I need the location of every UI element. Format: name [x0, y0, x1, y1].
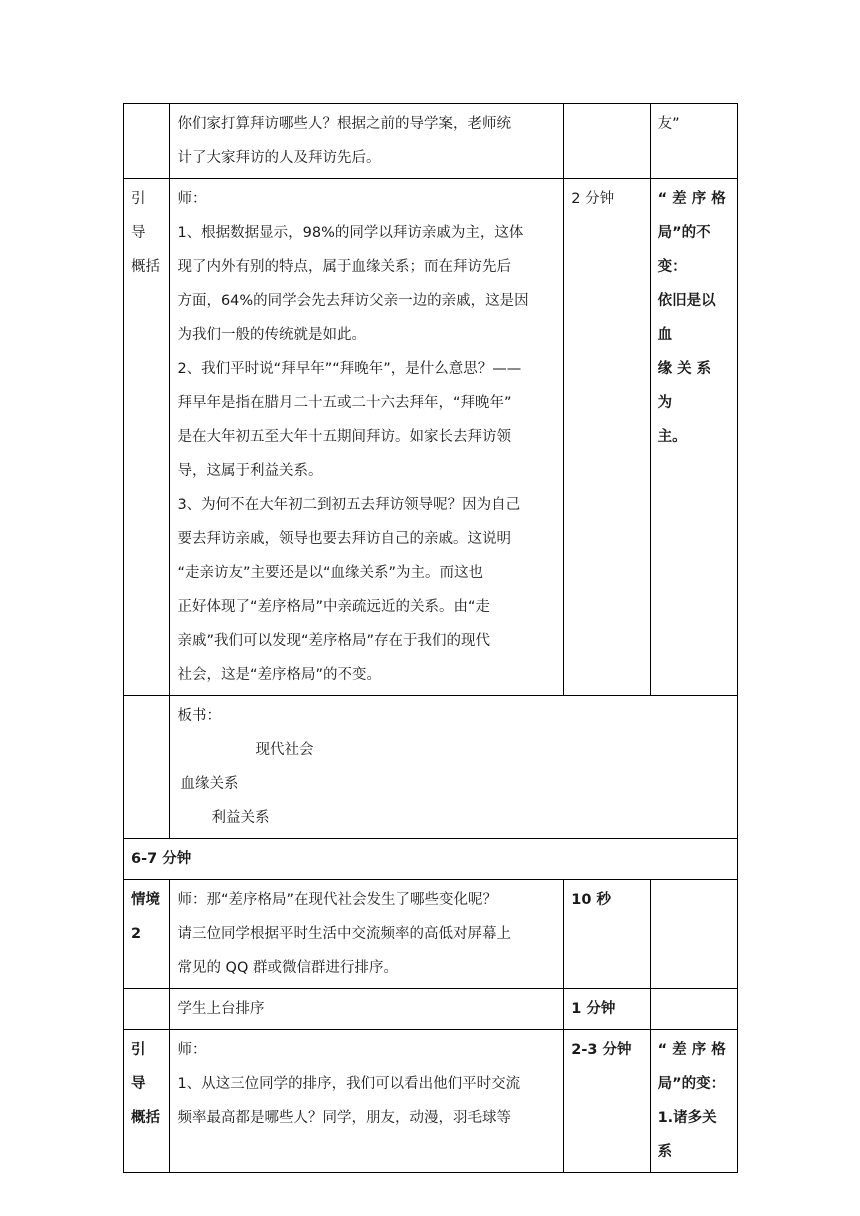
note-line: 局”的不变：	[657, 225, 711, 275]
content-cell	[170, 1030, 564, 1173]
text-line: 频率最高都是哪些人？同学，朋友，动漫，羽毛球等	[177, 1110, 511, 1126]
text-line: 师：	[177, 1042, 207, 1058]
note-line: 依旧是以血	[657, 293, 716, 343]
time-cell	[564, 1030, 650, 1173]
label-cell	[124, 696, 170, 839]
table-row	[124, 1030, 738, 1173]
table-row	[124, 880, 738, 989]
lesson-plan-table	[123, 103, 738, 1173]
label-cell	[124, 179, 170, 696]
text-line: 拜早年是指在腊月二十五或二十六去拜年，“拜晚年”	[177, 395, 512, 411]
text-line: 正好体现了“差序格局”中亲疏远近的关系。由“走	[177, 599, 490, 615]
text-line: 现了内外有别的特点，属于血缘关系；而在拜访先后	[177, 259, 511, 275]
time-cell	[564, 104, 650, 179]
text-line: 2、我们平时说“拜早年”“拜晚年”，是什么意思？——	[177, 361, 522, 377]
note-cell	[650, 989, 737, 1030]
section-title: 6-7 分钟	[131, 851, 192, 867]
note-line: “ 差 序 格	[657, 1042, 726, 1058]
text-line: 社会，这是“差序格局”的不变。	[177, 667, 381, 683]
board-item: 利益关系	[211, 810, 270, 826]
text-line: 师：那“差序格局”在现代社会发生了哪些变化呢？	[177, 892, 497, 908]
content-cell	[170, 880, 564, 989]
note-cell	[650, 880, 737, 989]
label-line: 概括	[131, 1110, 160, 1126]
text-line: 1、从这三位同学的排序，我们可以看出他们平时交流	[177, 1076, 521, 1092]
time-cell	[564, 989, 650, 1030]
board-item: 现代社会	[255, 742, 314, 758]
text-line: 你们家打算拜访哪些人？根据之前的导学案，老师统	[177, 116, 511, 132]
note-line: 主。	[657, 429, 687, 445]
note-line: “ 差 序 格	[657, 191, 726, 207]
board-item: 血缘关系	[180, 776, 239, 792]
text-line: 为我们一般的传统就是如此。	[177, 327, 366, 343]
text-line: 要去拜访亲戚，领导也要去拜访自己的亲戚。这说明	[177, 531, 511, 547]
label-cell	[124, 1030, 170, 1173]
text-line: 亲戚”我们可以发现“差序格局”存在于我们的现代	[177, 633, 490, 649]
note-cell	[650, 1030, 737, 1173]
content-cell	[170, 989, 564, 1030]
text-line: 方面，64%的同学会先去拜访父亲一边的亲戚，这是因	[177, 293, 529, 309]
text-line: 导，这属于利益关系。	[177, 463, 323, 479]
text-line: 1、根据数据显示，98%的同学以拜访亲戚为主，这体	[177, 225, 524, 241]
note-cell	[650, 104, 737, 179]
time-text: 2-3 分钟	[571, 1042, 632, 1058]
table-row	[124, 179, 738, 696]
text-line: 计了大家拜访的人及拜访先后。	[177, 150, 381, 166]
note-line: 友”	[657, 116, 680, 132]
note-line: 1.诸多关系	[657, 1110, 717, 1160]
table-row	[124, 839, 738, 880]
table-row	[124, 104, 738, 179]
label-cell	[124, 880, 170, 989]
time-text: 10 秒	[571, 892, 612, 908]
text-line: 师：	[177, 191, 207, 207]
time-text: 1 分钟	[571, 1001, 616, 1017]
label-line: 引 导	[131, 191, 146, 241]
label-cell	[124, 989, 170, 1030]
text-line: “走亲访友”主要还是以“血缘关系”为主。而这也	[177, 565, 483, 581]
board-cell	[170, 696, 738, 839]
content-cell	[170, 179, 564, 696]
label-cell	[124, 104, 170, 179]
label-line: 情境 2	[131, 892, 160, 942]
text-line: 常见的 QQ 群或微信群进行排序。	[177, 960, 398, 976]
content-cell	[170, 104, 564, 179]
time-cell	[564, 179, 650, 696]
board-title: 板书：	[177, 708, 221, 724]
text-line: 3、为何不在大年初二到初五去拜访领导呢？因为自己	[177, 497, 521, 513]
table-row	[124, 696, 738, 839]
section-cell	[124, 839, 738, 880]
text-line: 学生上台排序	[177, 1001, 265, 1017]
note-cell	[650, 179, 737, 696]
note-line: 缘 关 系 为	[657, 361, 712, 411]
note-line: 局”的变：	[657, 1076, 726, 1092]
label-line: 引 导	[131, 1042, 146, 1092]
time-cell	[564, 880, 650, 989]
text-line: 是在大年初五至大年十五期间拜访。如家长去拜访领	[177, 429, 511, 445]
text-line: 请三位同学根据平时生活中交流频率的高低对屏幕上	[177, 926, 511, 942]
time-text: 2 分钟	[571, 191, 615, 207]
label-line: 概括	[131, 259, 160, 275]
table-row	[124, 989, 738, 1030]
